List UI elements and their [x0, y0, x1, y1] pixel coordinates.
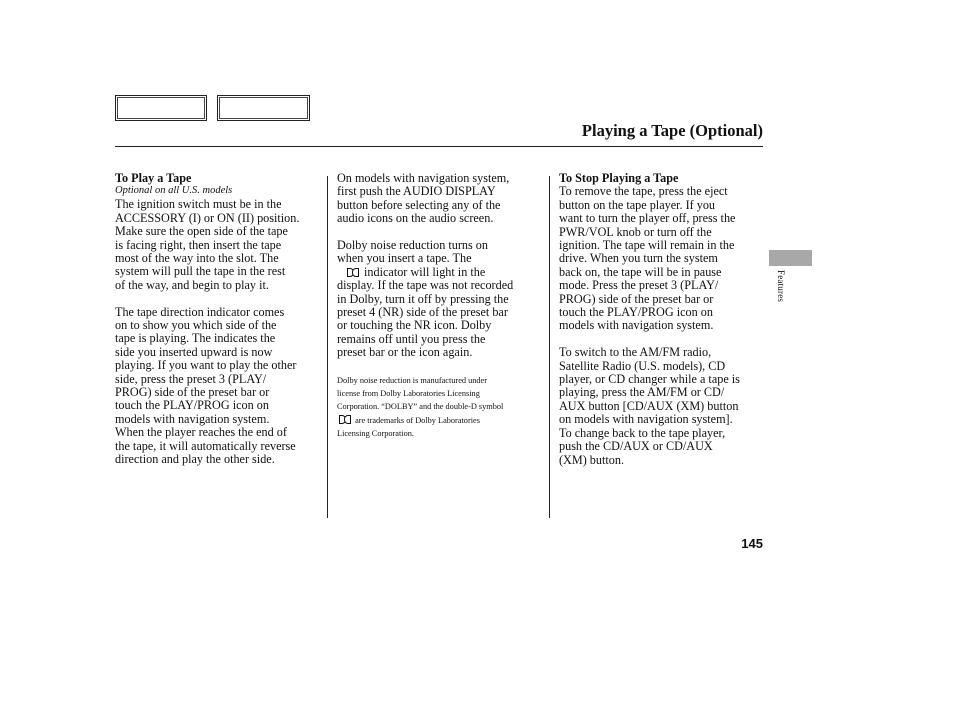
- play-tape-paragraph-2: The tape direction indicator comes on to show you which side of the tape is playing. The indicates the side you inserted upward is now playing. If you want to play the other side, press the preset 3 (PLAY/ PROG) side of the preset bar or touch the PLAY/PROG icon on models with navigation system. When the player reaches the end of the tape, it will automatically reverse direction and play the other side.: [115, 304, 297, 467]
- stop-tape-paragraph-2: To switch to the AM/FM radio, Satellite Radio (U.S. models), CD player, or CD changer while a tape is playing, press the AM/FM or CD/ AUX button [CD/AUX (XM) button on models with navigation system]. To change back to the tape player, push the CD/AUX or CD/AUX (XM) button.: [559, 345, 740, 467]
- section-label: Features: [776, 270, 786, 303]
- column-divider-1: [327, 176, 328, 518]
- page-title: Playing a Tape (Optional): [581, 121, 763, 140]
- double-d-icon: [347, 268, 359, 277]
- play-tape-paragraph-1: The ignition switch must be in the ACCESSORY (I) or ON (II) position. Make sure the open side of the tape is facing right, then insert the tape most of the way into the slot. The system will pull the tape in the rest of the way, and begin to play it.: [115, 197, 300, 292]
- dolby-paragraph: [337, 239, 545, 360]
- stop-tape-paragraph-1: To remove the tape, press the eject button on the tape player. If you want to turn the player off, press the PWR/VOL knob or turn off the ignition. The tape will remain in the drive. When you turn the system back on, the tape will be in pause mode. Press the preset 3 (PLAY/ PROG) side of the preset bar or touch the PLAY/PROG icon on models with navigation system.: [559, 184, 736, 333]
- title-rule: [115, 146, 763, 147]
- navigation-paragraph: On models with navigation system, first push the AUDIO DISPLAY button before selecting any of the audio icons on the audio screen.: [337, 171, 510, 226]
- dolby-trademark-note: [337, 374, 545, 440]
- double-d-icon: [339, 415, 351, 424]
- trademark-text-start: Dolby noise reduction is manufactured under license from Dolby Laboratories Licensing Corporation. “DOLBY” and the double-D symbol: [337, 375, 504, 412]
- column-3: [559, 172, 763, 467]
- dolby-text-rest: indicator will light in the display. If the tape was not recorded in Dolby, turn it off by pressing the preset 4 (NR) side of the preset bar or touching the NR icon. Dolby remains off until you press the preset bar or the icon again.: [337, 264, 514, 360]
- section-tab-marker: [769, 250, 812, 266]
- page-number: 145: [741, 536, 763, 551]
- column-1: [115, 172, 321, 467]
- column-divider-2: [549, 176, 550, 518]
- dolby-text-start: Dolby noise reduction turns on when you insert a tape. The: [337, 238, 488, 266]
- availability-note: Optional on all U.S. models: [115, 185, 233, 197]
- section-heading-stop-tape: To Stop Playing a Tape: [559, 171, 679, 185]
- trademark-text-rest: are trademarks of Dolby Laboratories Licensing Corporation.: [337, 415, 480, 438]
- column-2: [337, 172, 545, 440]
- nav-button-index[interactable]: [217, 95, 310, 121]
- nav-button-contents[interactable]: [115, 95, 207, 121]
- section-heading-play-tape: To Play a Tape: [115, 171, 192, 185]
